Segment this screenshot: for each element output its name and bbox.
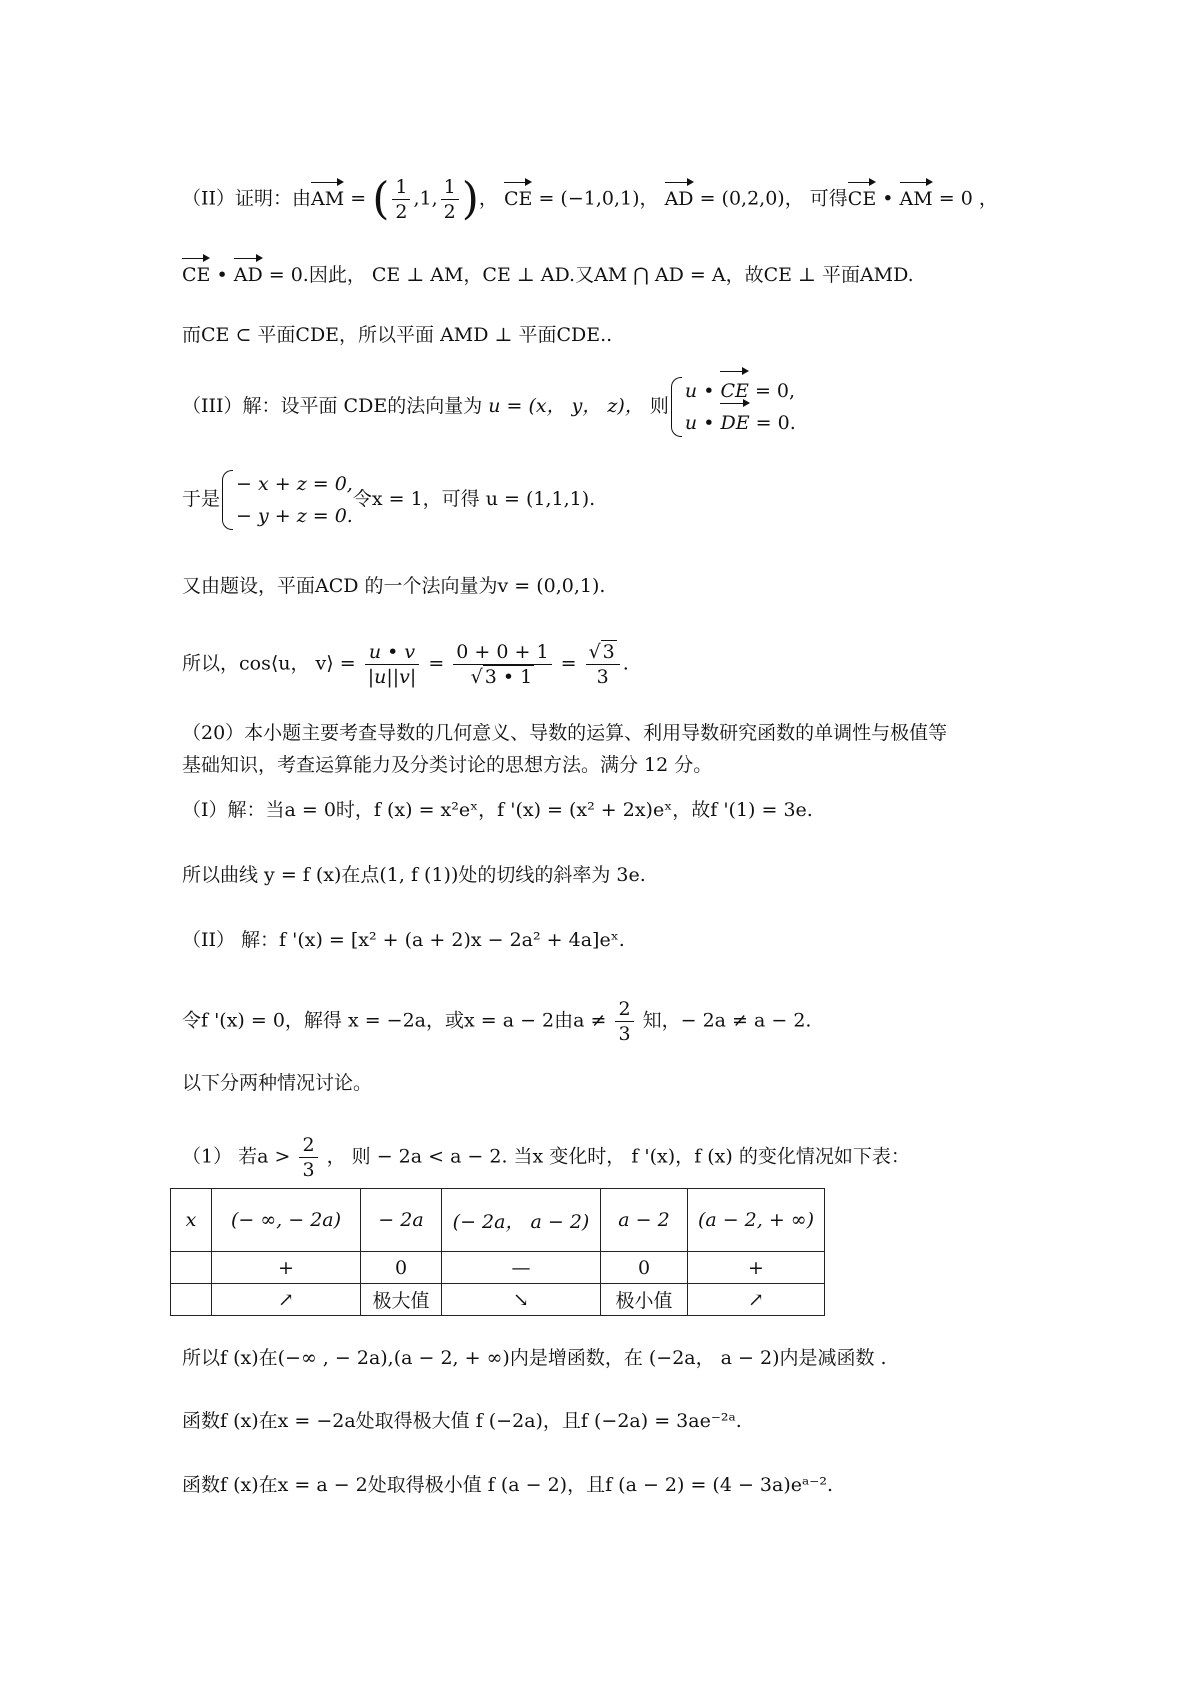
text: u xyxy=(684,380,698,402)
text: • xyxy=(882,187,894,210)
proof-line-2 xyxy=(182,262,914,288)
table-row xyxy=(171,1252,825,1284)
text: ， 则 − 2a < a − 2. 当x 变化时， f '(x)，f (x) 的变化情况如下表： xyxy=(326,1145,910,1168)
table-cell: ↘ xyxy=(442,1284,601,1316)
conclusion-line-1: 所以f (x)在(−∞ , − 2a),(a − 2, + ∞)内是增函数，在 (−2a， a − 2)内是减函数 . xyxy=(182,1347,887,1369)
proof-line-1 xyxy=(182,175,998,224)
numerator: 2 xyxy=(615,997,633,1022)
table-cell: 极大值 xyxy=(361,1284,442,1316)
conclusion-line-2: 函数f (x)在x = −2a处取得极大值 f (−2a)，且f (−2a) = 3ae⁻²ᵃ. xyxy=(182,1410,742,1432)
text: = xyxy=(428,652,445,675)
fraction xyxy=(365,640,420,689)
table-row xyxy=(171,1189,825,1252)
part-iii-line-3: 又由题设，平面ACD 的一个法向量为v = (0,0,1). xyxy=(182,575,606,597)
text: 令x = 1，可得 u = (1,1,1). xyxy=(352,488,596,510)
vector-ad: AD xyxy=(664,187,694,210)
fraction xyxy=(615,997,633,1046)
vector-ce: CE xyxy=(182,264,211,286)
text: = 0 ， xyxy=(938,187,998,210)
denominator: 3 xyxy=(596,666,609,688)
text: （1） 若a > xyxy=(182,1145,291,1168)
text: ,1, xyxy=(413,187,438,210)
vector-am: AM xyxy=(899,187,933,210)
numerator: 0 + 0 + 1 xyxy=(453,640,551,665)
denominator: √ 3 • 1 xyxy=(470,666,533,688)
numerator: 1 xyxy=(441,175,459,200)
text: 于是 xyxy=(182,488,221,510)
proof-line-3: 而CE ⊂ 平面CDE，所以平面 AMD ⊥ 平面CDE.. xyxy=(182,324,613,346)
equation: − x + z = 0, xyxy=(236,473,353,495)
part-iii-line-4 xyxy=(182,640,629,689)
vector-ad: AD xyxy=(233,264,263,286)
vector-ce: CE xyxy=(503,187,533,210)
paren-close: ) xyxy=(461,173,479,225)
denominator: 3 xyxy=(618,1023,631,1045)
text: 可得 xyxy=(809,187,848,210)
text: 所以，cos⟨u， v⟩ = xyxy=(182,652,356,675)
text: 知，− 2a ≠ a − 2. xyxy=(642,1009,812,1032)
text: = xyxy=(560,652,577,675)
denominator: 3 xyxy=(302,1159,315,1181)
p20-line-6 xyxy=(182,997,811,1046)
text: = (−1,0,1)， xyxy=(538,187,659,210)
text: = (0,2,0)， xyxy=(699,187,804,210)
text: = 0. xyxy=(755,412,796,434)
table-row xyxy=(171,1284,825,1316)
vector-am: AM xyxy=(311,187,345,210)
numerator: 1 xyxy=(392,175,410,200)
table-cell: a − 2 xyxy=(601,1189,688,1252)
table-cell xyxy=(171,1252,212,1284)
table-cell: 0 xyxy=(601,1252,688,1284)
table-cell: ↗ xyxy=(212,1284,361,1316)
text: • xyxy=(703,380,715,402)
text: （III）解：设平面 CDE的法向量为 xyxy=(182,395,483,417)
text: 令f '(x) = 0，解得 x = −2a，或x = a − 2由a ≠ xyxy=(182,1009,607,1032)
text: 3 xyxy=(602,641,615,663)
numerator: u • v xyxy=(365,640,420,665)
numerator: 2 xyxy=(299,1133,317,1158)
p20-line-1: （20）本小题主要考查导数的几何意义、导数的运算、利用导数研究函数的单调性与极值等 xyxy=(182,722,948,744)
text: u xyxy=(684,412,698,434)
text: = xyxy=(350,187,367,210)
vector-ce: CE xyxy=(720,375,748,407)
numerator: √ 3 xyxy=(586,640,620,665)
text: . xyxy=(622,652,629,675)
text: （II）证明：由 xyxy=(182,187,312,210)
p20-line-4: 所以曲线 y = f (x)在点(1, f (1))处的切线的斜率为 3e. xyxy=(182,864,646,886)
text: ， xyxy=(478,187,498,210)
part-iii-line-2 xyxy=(182,468,595,532)
p20-line-7: 以下分两种情况讨论。 xyxy=(182,1072,373,1094)
table-cell: x xyxy=(171,1189,212,1252)
fraction xyxy=(441,175,459,224)
equation: − y + z = 0. xyxy=(236,505,353,527)
table-cell: 0 xyxy=(361,1252,442,1284)
table-cell: ↗ xyxy=(688,1284,825,1316)
table-cell: + xyxy=(212,1252,361,1284)
denominator: 2 xyxy=(395,201,408,223)
table-cell: — xyxy=(442,1252,601,1284)
p20-line-8 xyxy=(182,1133,910,1182)
table-cell: (− ∞, − 2a) xyxy=(212,1189,361,1252)
vector-de: DE xyxy=(720,407,749,439)
denominator: |u||v| xyxy=(367,666,417,688)
table-cell xyxy=(171,1284,212,1316)
text: 3 • 1 xyxy=(484,666,533,688)
text: = 0, xyxy=(754,380,796,402)
table-cell: − 2a xyxy=(361,1189,442,1252)
fraction xyxy=(453,640,551,689)
text: • xyxy=(216,264,228,286)
variation-table xyxy=(170,1188,825,1316)
table-cell: (− 2a， a − 2) xyxy=(442,1189,601,1252)
conclusion-line-3: 函数f (x)在x = a − 2处取得极小值 f (a − 2)，且f (a − 2) = (4 − 3a)eᵃ⁻². xyxy=(182,1474,833,1496)
fraction xyxy=(392,175,410,224)
fraction xyxy=(299,1133,317,1182)
equation-system xyxy=(669,375,796,439)
table-cell: (a − 2, + ∞) xyxy=(688,1189,825,1252)
text: u = (x， y， z)， xyxy=(488,395,644,417)
part-iii-line-1 xyxy=(182,375,796,439)
text: • xyxy=(703,412,715,434)
equation-system xyxy=(220,468,353,532)
equation xyxy=(685,407,796,439)
table-cell: 极小值 xyxy=(601,1284,688,1316)
fraction xyxy=(586,640,620,689)
vector-ce: CE xyxy=(847,187,877,210)
text: 则 xyxy=(649,395,669,417)
text: = 0.因此， CE ⊥ AM，CE ⊥ AD.又AM ⋂ AD = A，故CE ⊥ 平面AMD. xyxy=(268,264,914,286)
p20-line-2: 基础知识，考查运算能力及分类讨论的思想方法。满分 12 分。 xyxy=(182,754,713,776)
p20-line-5: （II） 解：f '(x) = [x² + (a + 2)x − 2a² + 4a]eˣ. xyxy=(182,929,625,951)
table-cell: + xyxy=(688,1252,825,1284)
denominator: 2 xyxy=(443,201,456,223)
p20-line-3: （I）解：当a = 0时，f (x) = x²eˣ，f '(x) = (x² + 2x)eˣ，故f '(1) = 3e. xyxy=(182,799,813,821)
paren-open: ( xyxy=(372,173,390,225)
